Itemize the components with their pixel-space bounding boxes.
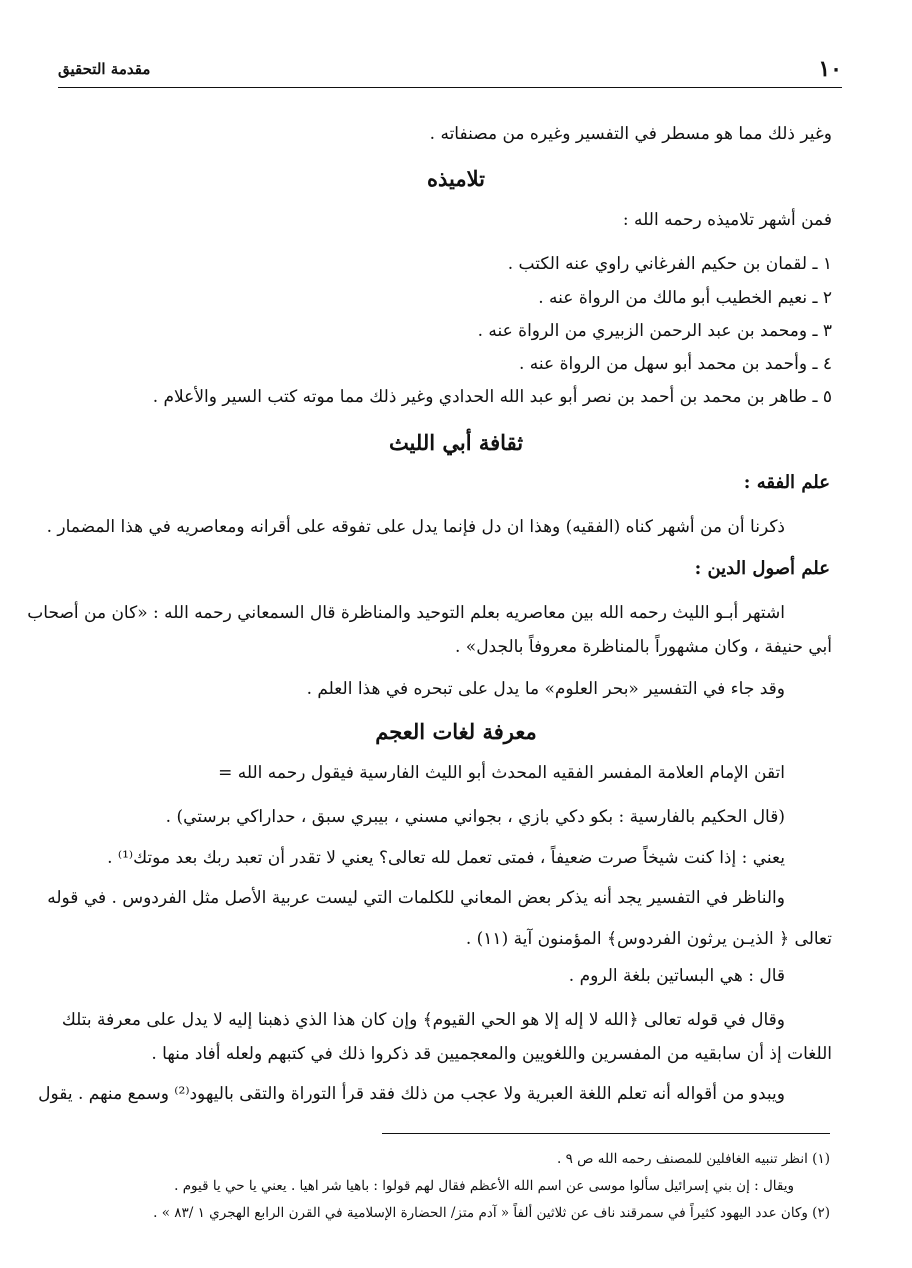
languages-text-line: وقال في قوله تعالى ﴿الله لا إله إلا هو الحي القيوم﴾ وإن كان هذا الذي ذهبنا إليه لا يدل على معرفة بتلك [61,1010,785,1030]
student-item: ٥ ـ طاهر بن محمد بن أحمد بن نصر أبو عبد الله الحدادي وغير ذلك مما موته كتب السير والأعلام . [152,387,832,407]
student-item: ٤ ـ وأحمد بن محمد أبو سهل من الرواة عنه . [518,354,832,374]
footnote: (٢) وكان عدد اليهود كثيراً في سمرقند ناف عن ثلاثين ألفاً « آدم متز/ الحضارة الإسلامية في القرن الرابع الهجري ١ /٨٣ » . [153,1205,830,1221]
header-rule [58,87,842,88]
paragraph-line: وغير ذلك مما هو مسطر في التفسير وغيره من مصنفاته . [429,124,832,144]
subheading-fiqh: علم الفقه : [743,472,830,493]
usul-text-line: اشتهر أبـو الليث رحمه الله بين معاصريه بعلم التوحيد والمناظرة قال السمعاني رحمه الله : «كان من أصحاب [27,603,785,623]
heading-languages: معرفة لغات العجم [375,719,537,744]
student-item: ٣ ـ ومحمد بن عبد الرحمن الزبيري من الرواة عنه . [477,321,832,341]
languages-text-line: يعني : إذا كنت شيخاً صرت ضعيفاً ، فمتى تعمل لله تعالى؟ يعني لا تقدر أن تعبد ربك بعد موتك⁽¹⁾ . [107,848,785,868]
languages-text-line: اللغات إذ أن سابقيه من المفسرين واللغويين والمعجميين قد ذكروا ذلك في كتبهم ولعله أفاد منها . [151,1044,832,1064]
languages-text-line: اتقن الإمام العلامة المفسر الفقيه المحدث أبو الليث الفارسية فيقول رحمه الله = [218,763,785,783]
heading-culture: ثقافة أبي الليث [388,430,524,455]
languages-text-line: قال : هي البساتين بلغة الروم . [568,966,785,986]
languages-text-line: (قال الحكيم بالفارسية : بكو دكي بازي ، بجواني مسني ، بيبري سبق ، حداراكي برستي) . [165,807,785,827]
running-title: مقدمة التحقيق [58,60,151,78]
tafsir-text: وقد جاء في التفسير «بحر العلوم» ما يدل على تبحره في هذا العلم . [306,679,785,699]
subheading-usul: علم أصول الدين : [694,558,830,579]
students-intro: فمن أشهر تلاميذه رحمه الله : [622,210,832,230]
footnote-rule [382,1133,830,1134]
footnote: ويقال : إن بني إسرائيل سألوا موسى عن اسم الله الأعظم فقال لهم قولوا : باهيا شر اهيا . يعني يا حي يا قيوم . [174,1178,794,1194]
footnote: (١) انظر تنبيه الغافلين للمصنف رحمه الله ص ٩ . [557,1151,830,1167]
languages-text-line: ويبدو من أقواله أنه تعلم اللغة العبرية ولا عجب من ذلك فقد قرأ التوراة والتقى باليهود⁽²⁾ وسمع منهم . يقول [38,1084,785,1104]
languages-text-line: والناظر في التفسير يجد أنه يذكر بعض المعاني للكلمات التي ليست عربية الأصل مثل الفردوس . في قوله [47,888,785,908]
heading-students: تلاميذه [427,166,485,191]
student-item: ١ ـ لقمان بن حكيم الفرغاني راوي عنه الكتب . [507,254,832,274]
languages-text-line: تعالى ﴿ الذيـن يرثون الفردوس﴾ المؤمنون آية (١١) . [465,929,832,949]
page-number: ١٠ [818,56,842,82]
fiqh-text: ذكرنا أن من أشهر كناه (الفقيه) وهذا ان دل فإنما يدل على تفوقه على أقرانه ومعاصريه في هذا المضمار . [46,517,785,537]
student-item: ٢ ـ نعيم الخطيب أبو مالك من الرواة عنه . [538,288,832,308]
usul-text-line: أبي حنيفة ، وكان مشهوراً بالمناظرة معروفاً بالجدل» . [454,637,832,657]
page-header [58,56,842,86]
